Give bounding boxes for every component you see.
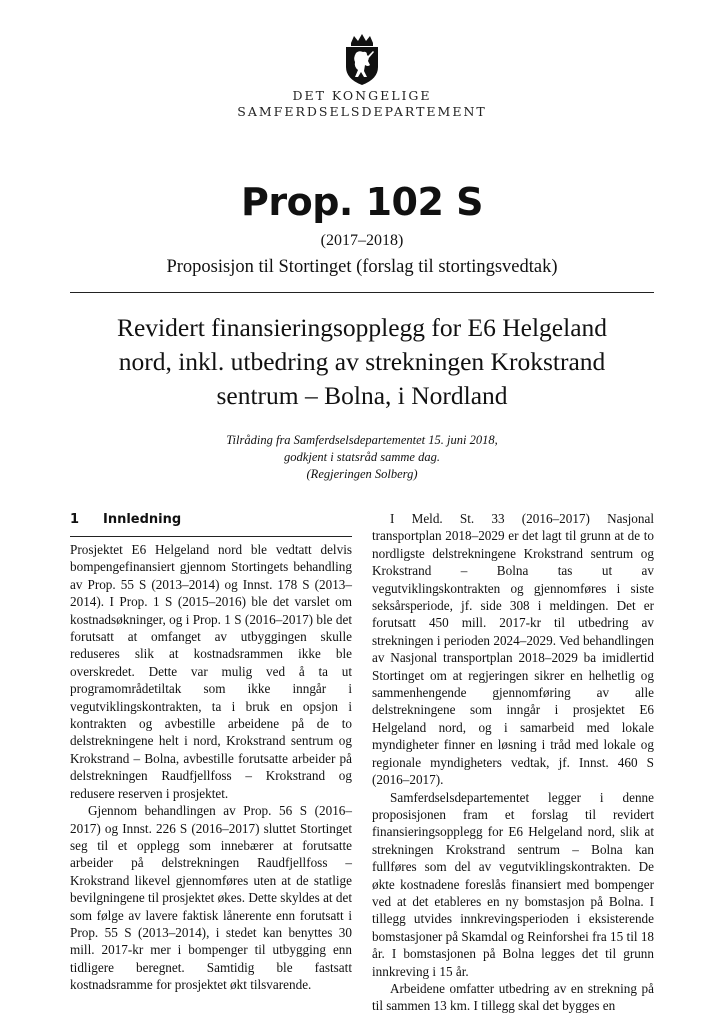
body-paragraph: Samferdselsdepartementet legger i denne proposisjonen fram et forslag til revidert finansieringsopplegg for E6 Helgeland nord, slik at strekningen Krokstrand sentrum – Bolna kan fullføres som del av vegutviklingskontrakten. De økte kostnadene foreslås finansiert med bompenger ved at det etableres en ny bomstasjon på Bolna. I tillegg utvides innkrevingsperioden i eksisterende bomstasjoner på Skamdal og Reinforshei fra 15 til 18 år. I bomstasjonen på Bolna legges det til grunn innkreving i 15 år. — [372, 789, 655, 979]
section-number: 1 — [70, 512, 80, 527]
body-paragraph: I Meld. St. 33 (2016–2017) Nasjonal transportplan 2018–2029 er det lagt til grunn at de to nordligste delstrekningene Krokstrand sentrum og Krokstrand – Bolna tas ut av vegutviklingskontrakten og gjennomføres i siste seksårsperiode, jf. side 308 i meldingen. Det er forutsatt 450 mill. 2017-kr til utbedring av strekningen i perioden 2024–2029. Ved behandlingen av Nasjonal transportplan 2018–2029 ba imidlertid Stortinget om at regjeringen sikrer en helhetlig og sammenhengende gjennomføring av alle delstrekningene som inngår i prosjektet E6 Helgeland nord, og i samarbeid med lokale myndigheter finner en løsning i tråd med lokale og regionale myndigheters vedtak, jf. Innst. 460 S (2016–2017). — [372, 511, 654, 788]
body-paragraph: Gjennom behandlingen av Prop. 56 S (2016–2017) og Innst. 226 S (2016–2017) sluttet Stortinget seg til et opplegg som innebærer at forutsatte arbeider på delstrekningen Raudfjellfoss – Krokstrand likevel gjennomføres uten at de statlige bevilgningene til prosjektet økes. Dette skyldes at det som følge av lavere faktisk lånerente enn forutsatt i Prop. 55 S (2013–2014), i stedet kan benyttes 30 mill. 2017-kr mer i bompenger til utbygging enn tidligere beregnet. Samtidig ble fastsatt kostnadsramme for prosjektet økt tilsvarende. — [70, 803, 352, 993]
approval-line: (Regjeringen Solberg) — [306, 467, 418, 481]
ministry-name-line1: DET KONGELIGE — [292, 88, 432, 103]
ministry-name-line2: SAMFERDSELSDEPARTEMENT — [237, 104, 487, 119]
right-column — [372, 510, 654, 1015]
left-column — [70, 541, 352, 994]
approval-note — [70, 432, 654, 483]
document-title — [70, 311, 654, 413]
section-divider — [70, 536, 352, 537]
proposition-subtitle: Proposisjon til Stortinget (forslag til stortingsvedtak) — [166, 257, 558, 277]
approval-line: Tilråding fra Samferdselsdepartementet 15. juni 2018, — [226, 433, 498, 447]
document-title-line: nord, inkl. utbedring av strekningen Krokstrand — [118, 347, 606, 376]
section-title: Innledning — [103, 512, 182, 527]
approval-line: godkjent i statsråd samme dag. — [284, 450, 440, 464]
coat-of-arms-icon — [337, 33, 387, 87]
body-paragraph: Prosjektet E6 Helgeland nord ble vedtatt delvis bompengefinansiert gjennom Stortingets behandling av Prop. 55 S (2013–2014) og Innst. 178 S (2013–2014). I Prop. 1 S (2015–2016) ble det varslet om kostnadsøkninger, og i Prop. 1 S (2016–2017) ble det forutsatt at omfanget av utbyggingen skulle reduseres slik at kostnadsrammen ikke ble overskredet. Dette var mulig ved å ta ut programområdetiltak som ikke inngår i vegutviklingskontrakten, ta i bruk en opsjon i kontrakten og avbestille arbeidene på de to delstrekningene helt i nord, Krokstrand sentrum og Krokstrand – Bolna, avbestille forutsatte arbeider på delstrekningen Raudfjellfoss – Krokstrand og redusere reserven i prosjektet. — [70, 542, 352, 801]
proposition-number: Prop. 102 S — [241, 180, 483, 224]
document-title-line: Revidert finansieringsopplegg for E6 Helgeland — [116, 313, 608, 342]
body-paragraph: Arbeidene omfatter utbedring av en strekning på til sammen 13 km. I tillegg skal det bygges en — [372, 980, 654, 1014]
title-divider — [70, 292, 654, 293]
session-years: (2017–2018) — [320, 232, 404, 249]
document-title-line: sentrum – Bolna, i Nordland — [216, 381, 508, 410]
section-heading — [70, 512, 352, 527]
